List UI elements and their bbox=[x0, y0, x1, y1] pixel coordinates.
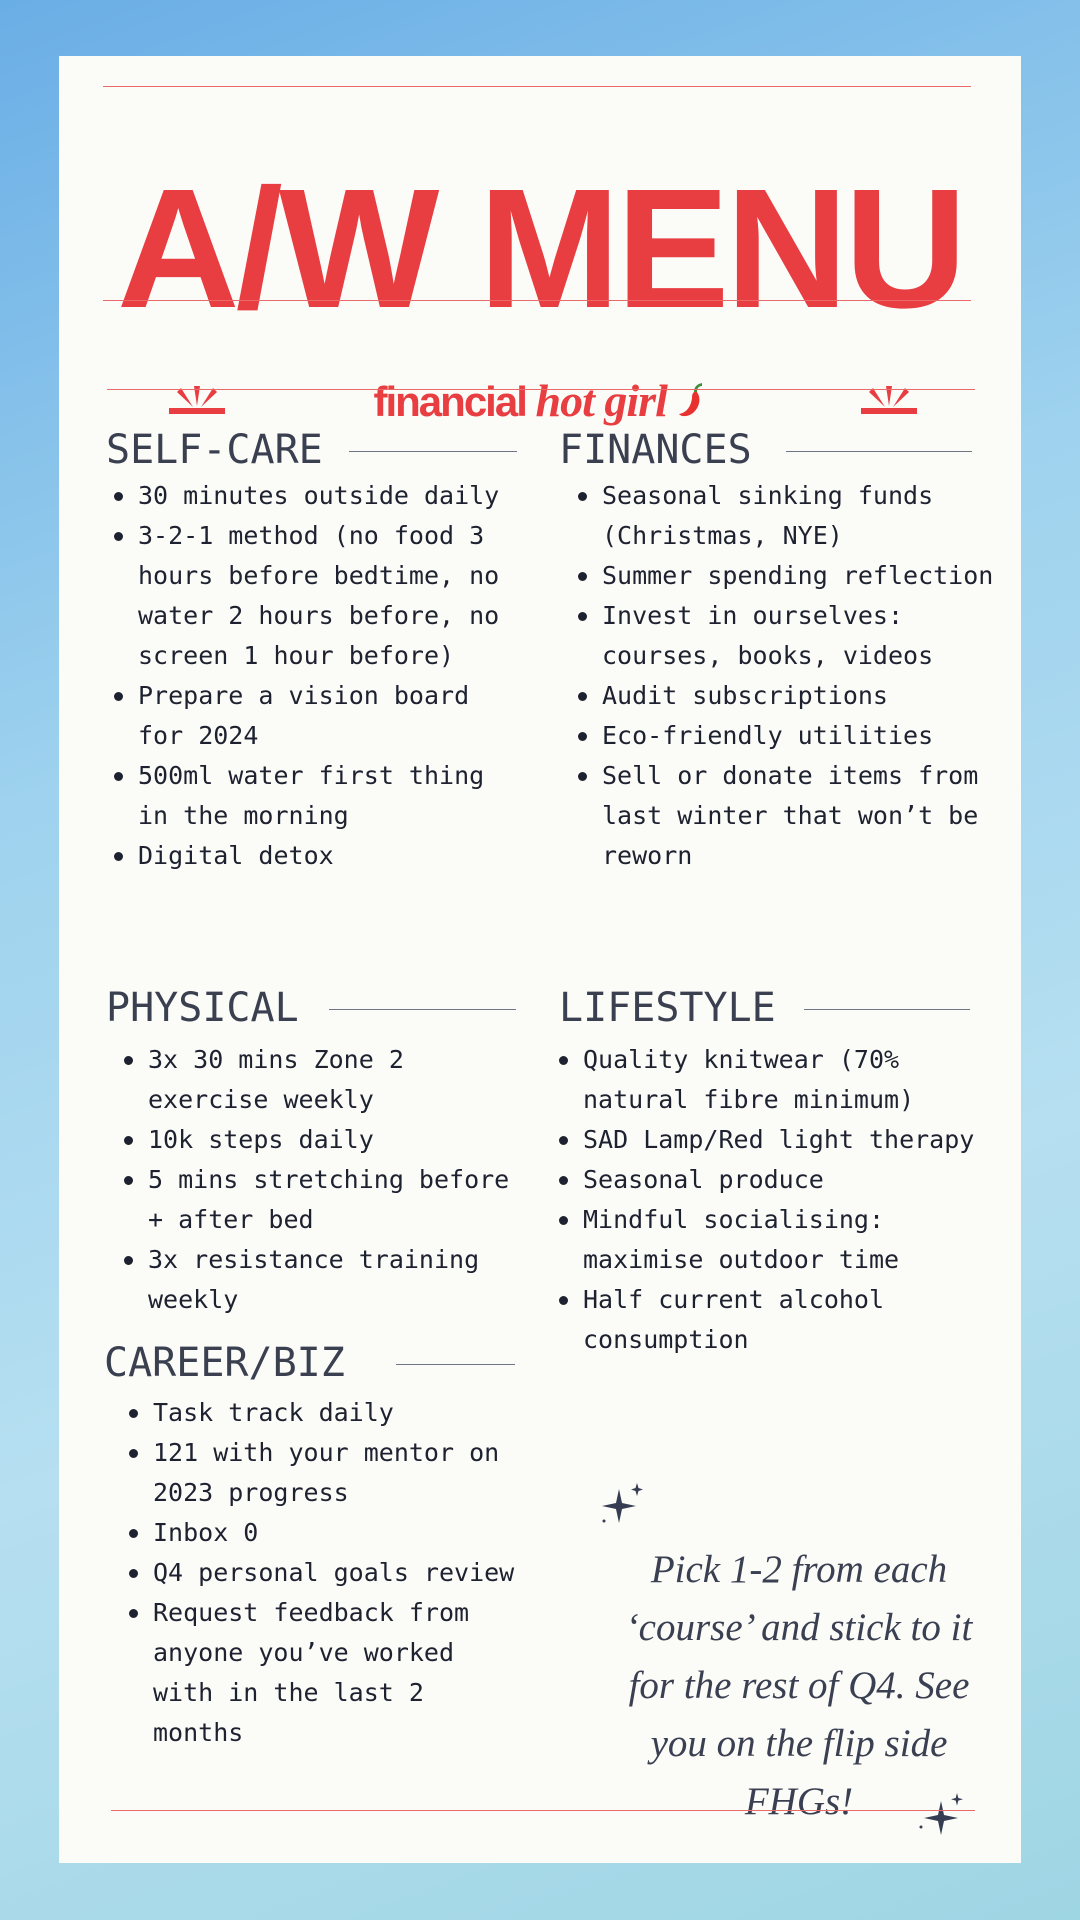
top-divider bbox=[103, 86, 971, 87]
section-lifestyle bbox=[559, 984, 999, 1360]
list-item: Prepare a vision board for 2024 bbox=[138, 676, 518, 756]
section-rule bbox=[349, 451, 517, 452]
list-item: 500ml water first thing in the morning bbox=[138, 756, 518, 836]
finances-list bbox=[602, 476, 997, 876]
list-item: Request feedback from anyone you’ve worked with in the last 2 months bbox=[153, 1593, 518, 1753]
lifestyle-list bbox=[583, 1040, 993, 1360]
page-title: A/W MENU bbox=[116, 154, 964, 344]
list-item: Q4 personal goals review bbox=[153, 1553, 518, 1593]
list-item: 3x resistance training weekly bbox=[148, 1240, 523, 1320]
list-item: Sell or donate items from last winter that won’t be reworn bbox=[602, 756, 997, 876]
sparkle-icon bbox=[917, 1793, 965, 1841]
closing-note bbox=[599, 1481, 1019, 1841]
list-item: Quality knitwear (70% natural fibre minimum) bbox=[583, 1040, 993, 1120]
bottom-divider bbox=[111, 1810, 975, 1811]
section-header bbox=[106, 426, 526, 474]
chili-pepper-icon bbox=[677, 380, 707, 420]
list-item: Seasonal produce bbox=[583, 1160, 993, 1200]
section-career-biz bbox=[104, 1339, 524, 1753]
menu-card bbox=[59, 56, 1021, 1863]
section-title: CAREER/BIZ bbox=[104, 1340, 345, 1386]
brand-wordmark-hot-girl: hot girl bbox=[535, 375, 667, 426]
section-rule bbox=[804, 1009, 970, 1010]
section-title: FINANCES bbox=[559, 427, 752, 473]
section-rule bbox=[786, 451, 972, 452]
section-header bbox=[559, 984, 999, 1032]
section-title: PHYSICAL bbox=[106, 985, 299, 1031]
section-header bbox=[559, 426, 999, 474]
brand-wordmark-financial: financial bbox=[373, 378, 526, 425]
list-item: Half current alcohol consumption bbox=[583, 1280, 993, 1360]
closing-message: Pick 1-2 from each ‘course’ and stick to it for the rest of Q4. See you on the flip side FHGs! bbox=[625, 1548, 973, 1823]
list-item: 5 mins stretching before + after bed bbox=[148, 1160, 523, 1240]
section-title: SELF-CARE bbox=[106, 427, 323, 473]
list-item: 30 minutes outside daily bbox=[138, 476, 518, 516]
list-item: Eco-friendly utilities bbox=[602, 716, 997, 756]
section-rule bbox=[329, 1009, 516, 1010]
section-physical bbox=[106, 984, 526, 1320]
list-item: Inbox 0 bbox=[153, 1513, 518, 1553]
list-item: Audit subscriptions bbox=[602, 676, 997, 716]
list-item: Task track daily bbox=[153, 1393, 518, 1433]
list-item: 3x 30 mins Zone 2 exercise weekly bbox=[148, 1040, 523, 1120]
section-title: LIFESTYLE bbox=[559, 985, 776, 1031]
list-item: Mindful socialising: maximise outdoor time bbox=[583, 1200, 993, 1280]
list-item: 121 with your mentor on 2023 progress bbox=[153, 1433, 518, 1513]
self-care-list bbox=[138, 476, 518, 876]
section-finances bbox=[559, 426, 999, 876]
section-rule bbox=[396, 1364, 515, 1365]
career-list bbox=[153, 1393, 518, 1753]
list-item: 3-2-1 method (no food 3 hours before bedtime, no water 2 hours before, no screen 1 hour before) bbox=[138, 516, 518, 676]
title-divider bbox=[103, 300, 971, 301]
list-item: SAD Lamp/Red light therapy bbox=[583, 1120, 993, 1160]
list-item: Invest in ourselves: courses, books, videos bbox=[602, 596, 997, 676]
sparkle-icon bbox=[599, 1481, 647, 1529]
physical-list bbox=[148, 1040, 523, 1320]
brand-divider bbox=[107, 389, 975, 390]
list-item: Digital detox bbox=[138, 836, 518, 876]
section-header bbox=[104, 1339, 524, 1387]
section-header bbox=[106, 984, 526, 1032]
list-item: Seasonal sinking funds (Christmas, NYE) bbox=[602, 476, 997, 556]
brand-row bbox=[59, 368, 1021, 428]
list-item: 10k steps daily bbox=[148, 1120, 523, 1160]
list-item: Summer spending reflection bbox=[602, 556, 997, 596]
section-self-care bbox=[106, 426, 526, 876]
sun-burst-icon bbox=[859, 380, 919, 416]
